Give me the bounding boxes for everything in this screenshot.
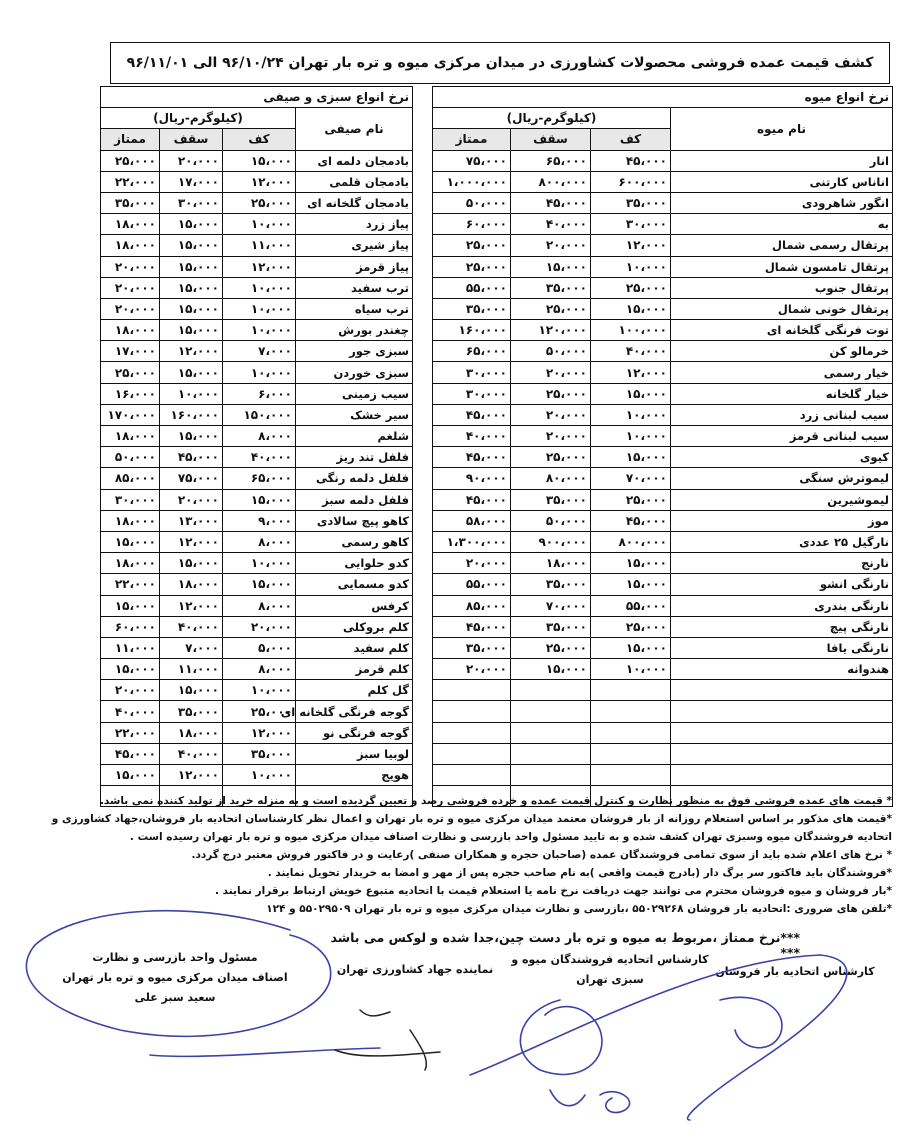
fruit-floor-cell: ۳۵،۰۰۰ [591, 192, 671, 213]
fruit-name-cell: اناناس کارتنی [671, 171, 893, 192]
veg-floor-cell: ۶،۰۰۰ [223, 383, 296, 404]
veg-floor-cell: ۶۵،۰۰۰ [223, 468, 296, 489]
signature-scrawl [720, 997, 782, 1047]
veg-floor-cell: ۸،۰۰۰ [223, 531, 296, 552]
veg-floor-cell: ۲۵،۰۰۰ [223, 192, 296, 213]
veg-ceiling-cell: ۳۰،۰۰۰ [160, 192, 223, 213]
veg-floor-cell: ۱۵،۰۰۰ [223, 574, 296, 595]
veg-name-cell: کلم سفید [296, 637, 413, 658]
fruit-premium-cell: ۳۵،۰۰۰ [433, 298, 511, 319]
fruit-floor-cell: ۳۰،۰۰۰ [591, 214, 671, 235]
fruit-ceiling-cell: ۱۸،۰۰۰ [511, 553, 591, 574]
fruit-name-cell: لیموترش سنگی [671, 468, 893, 489]
fruit-ceiling-cell: ۴۰،۰۰۰ [511, 214, 591, 235]
veg-premium-cell: ۸۵،۰۰۰ [101, 468, 160, 489]
veg-name-cell: سبزی خوردن [296, 362, 413, 383]
fruit-name-cell: پرتقال تامسون شمال [671, 256, 893, 277]
veg-name-cell: پیاز شیری [296, 235, 413, 256]
veg-premium-header: ممتاز [101, 129, 160, 150]
veg-floor-header: کف [223, 129, 296, 150]
fruit-ceiling-cell: ۳۵،۰۰۰ [511, 616, 591, 637]
fruit-ceiling-cell: ۳۵،۰۰۰ [511, 489, 591, 510]
veg-name-cell: فلفل دلمه سبز [296, 489, 413, 510]
veg-premium-cell: ۱۶،۰۰۰ [101, 383, 160, 404]
fruit-name-cell: به [671, 214, 893, 235]
veg-premium-cell: ۲۲،۰۰۰ [101, 722, 160, 743]
veg-name-cell: چغندر بورش [296, 320, 413, 341]
veg-ceiling-header: سقف [160, 129, 223, 150]
signature-title: مسئول واحد بازرسی و نظارت [92, 951, 258, 964]
fruit-name-cell: پرتقال خونی شمال [671, 298, 893, 319]
veg-premium-cell: ۲۵،۰۰۰ [101, 362, 160, 383]
veg-ceiling-cell: ۱۵،۰۰۰ [160, 362, 223, 383]
fruit-floor-cell: ۷۰،۰۰۰ [591, 468, 671, 489]
signature-name: سعید سبز علی [134, 991, 216, 1004]
fruit-premium-cell: ۲۵،۰۰۰ [433, 256, 511, 277]
veg-floor-cell: ۱۰،۰۰۰ [223, 320, 296, 341]
note-line: *قیمت های مذکور بر اساس استعلام روزانه از بار فروشان معتمد میدان مرکزی میوه و تره بار تهران و اعمال نظر کارشناسان اتحادیه بار فروشان،جهاد کشاورزی و [51, 813, 892, 825]
fruit-name-cell: نارنگی بندری [671, 595, 893, 616]
fruit-unit: (کیلوگرم-ریال) [433, 108, 671, 129]
note-line: *تلفن های ضروری :اتحادیه بار فروشان ۵۵۰۲۹۲۶۸ ،بازرسی و نظارت میدان مرکزی میوه و تره بار تهران ۵۵۰۲۹۵۰۹ و ۱۲۴ [266, 903, 892, 915]
veg-ceiling-cell: ۱۲،۰۰۰ [160, 595, 223, 616]
fruit-ceiling-cell: ۷۰،۰۰۰ [511, 595, 591, 616]
fruit-name-cell: سیب لبنانی زرد [671, 404, 893, 425]
signature-title: اصناف میدان مرکزی میوه و تره بار تهران [62, 971, 288, 984]
veg-section-heading: نرخ انواع سبزی و صیفی [101, 87, 413, 108]
veg-name-cell: پیاز زرد [296, 214, 413, 235]
veg-premium-cell: ۱۸،۰۰۰ [101, 553, 160, 574]
fruit-ceiling-cell: ۸۰،۰۰۰ [511, 468, 591, 489]
veg-premium-cell: ۱۷،۰۰۰ [101, 341, 160, 362]
veg-floor-cell: ۱۰،۰۰۰ [223, 214, 296, 235]
veg-ceiling-cell: ۱۷،۰۰۰ [160, 171, 223, 192]
veg-floor-cell: ۷،۰۰۰ [223, 341, 296, 362]
veg-ceiling-cell: ۱۶۰،۰۰۰ [160, 404, 223, 425]
fruit-premium-cell: ۳۵،۰۰۰ [433, 637, 511, 658]
note-line: *فروشندگان باید فاکتور سر برگ دار (بادرج قیمت واقعی )به نام صاحب حجره پس از مهر و امضا به خریدار تحویل نمایند . [267, 867, 892, 879]
veg-ceiling-cell: ۱۵،۰۰۰ [160, 553, 223, 574]
fruit-floor-cell: ۱۰،۰۰۰ [591, 659, 671, 680]
fruit-premium-cell: ۲۰،۰۰۰ [433, 659, 511, 680]
note-line: * نرخ های اعلام شده باید از سوی تمامی فروشندگان عمده (صاحبان حجره و همکاران صنفی )رعایت و در فاکتور فروش معتبر درج گردد. [191, 849, 892, 861]
fruit-premium-cell: ۸۵،۰۰۰ [433, 595, 511, 616]
fruit-floor-cell: ۱۵،۰۰۰ [591, 383, 671, 404]
veg-name-cell: سیر خشک [296, 404, 413, 425]
veg-premium-cell: ۳۵،۰۰۰ [101, 192, 160, 213]
fruit-premium-cell: ۵۵،۰۰۰ [433, 277, 511, 298]
fruit-ceiling-cell: ۹۰۰،۰۰۰ [511, 531, 591, 552]
veg-premium-cell: ۵۰،۰۰۰ [101, 447, 160, 468]
veg-premium-cell: ۲۰،۰۰۰ [101, 256, 160, 277]
signature-title: سبزی تهران [576, 973, 644, 986]
fruit-floor-cell: ۱۵،۰۰۰ [591, 574, 671, 595]
fruit-ceiling-cell: ۲۵،۰۰۰ [511, 637, 591, 658]
veg-ceiling-cell: ۱۵،۰۰۰ [160, 680, 223, 701]
fruit-premium-cell: ۷۵،۰۰۰ [433, 150, 511, 171]
fruit-name-cell: پرتقال رسمی شمال [671, 235, 893, 256]
veg-premium-cell: ۱۸،۰۰۰ [101, 320, 160, 341]
fruit-ceiling-cell: ۲۰،۰۰۰ [511, 362, 591, 383]
veg-name-cell: کلم بروکلی [296, 616, 413, 637]
veg-name-cell: شلغم [296, 426, 413, 447]
veg-name-cell: گوجه فرنگی گلخانه ای [296, 701, 413, 722]
veg-name-cell: سبزی جور [296, 341, 413, 362]
veg-name-cell: فلفل تند ریز [296, 447, 413, 468]
veg-ceiling-cell: ۱۵،۰۰۰ [160, 214, 223, 235]
fruit-floor-cell: ۲۵،۰۰۰ [591, 616, 671, 637]
fruit-ceiling-cell: ۱۲۰،۰۰۰ [511, 320, 591, 341]
veg-ceiling-cell: ۱۵،۰۰۰ [160, 320, 223, 341]
fruit-name-cell: خرمالو کن [671, 341, 893, 362]
fruit-floor-cell: ۲۵،۰۰۰ [591, 277, 671, 298]
fruit-premium-cell: ۵۵،۰۰۰ [433, 574, 511, 595]
veg-name-cell: پیاز قرمز [296, 256, 413, 277]
veg-ceiling-cell: ۴۰،۰۰۰ [160, 743, 223, 764]
fruit-ceiling-cell: ۳۵،۰۰۰ [511, 574, 591, 595]
fruit-ceiling-cell: ۶۵،۰۰۰ [511, 150, 591, 171]
fruit-name-cell: نارنگی یافا [671, 637, 893, 658]
veg-name-cell: کاهو پیچ سالادی [296, 510, 413, 531]
veg-name-header: نام صیفی [296, 108, 413, 150]
veg-ceiling-cell: ۷،۰۰۰ [160, 637, 223, 658]
veg-premium-cell: ۱۸،۰۰۰ [101, 214, 160, 235]
fruit-name-cell: سیب لبنانی قرمز [671, 426, 893, 447]
veg-floor-cell: ۱۱،۰۰۰ [223, 235, 296, 256]
signature-scrawl [150, 1048, 380, 1056]
fruit-floor-cell: ۸۰۰،۰۰۰ [591, 531, 671, 552]
fruit-premium-cell: ۲۰،۰۰۰ [433, 553, 511, 574]
veg-ceiling-cell: ۴۵،۰۰۰ [160, 447, 223, 468]
veg-name-cell: بادمجان قلمی [296, 171, 413, 192]
veg-floor-cell: ۸،۰۰۰ [223, 426, 296, 447]
fruit-ceiling-cell: ۲۰،۰۰۰ [511, 235, 591, 256]
veg-ceiling-cell: ۱۲،۰۰۰ [160, 765, 223, 786]
veg-floor-cell: ۲۵،۰۰۰ [223, 701, 296, 722]
fruit-ceiling-header: سقف [511, 129, 591, 150]
veg-ceiling-cell: ۳۵،۰۰۰ [160, 701, 223, 722]
veg-name-cell: لوبیا سبز [296, 743, 413, 764]
fruit-ceiling-cell: ۵۰،۰۰۰ [511, 341, 591, 362]
note-line: * قیمت های عمده فروشی فوق به منظور نظارت و کنترل قیمت عمده و خرده فروشی رصد و تعیین گردیده است و به منزله خرید از تولید کننده نمی باشد. [99, 795, 892, 807]
signature-title: کارشناس اتحادیه فروشندگان میوه و [511, 953, 709, 966]
veg-floor-cell: ۱۰،۰۰۰ [223, 680, 296, 701]
veg-name-cell: هویج [296, 765, 413, 786]
fruit-premium-cell: ۳۰،۰۰۰ [433, 383, 511, 404]
veg-floor-cell: ۴۰،۰۰۰ [223, 447, 296, 468]
fruit-ceiling-cell: ۲۵،۰۰۰ [511, 447, 591, 468]
veg-premium-cell: ۲۲،۰۰۰ [101, 574, 160, 595]
signature-title: نماینده جهاد کشاورزی تهران [336, 963, 494, 976]
veg-name-cell: کلم قرمز [296, 659, 413, 680]
note-line: اتحادیه فروشندگان میوه وسبزی تهران کشف شده و به تایید مسئول واحد بازرسی و نظارت اصناف میدان مرکزی میوه و تره بار تهران رسیده است . [129, 831, 892, 843]
veg-premium-cell: ۳۰،۰۰۰ [101, 489, 160, 510]
fruit-name-cell: انار [671, 150, 893, 171]
veg-floor-cell: ۹،۰۰۰ [223, 510, 296, 531]
veg-premium-cell: ۱۱،۰۰۰ [101, 637, 160, 658]
fruit-name-cell: توت فرنگی گلخانه ای [671, 320, 893, 341]
fruit-floor-cell: ۱۰،۰۰۰ [591, 256, 671, 277]
veg-floor-cell: ۱۲،۰۰۰ [223, 256, 296, 277]
fruit-ceiling-cell: ۸۰۰،۰۰۰ [511, 171, 591, 192]
fruit-premium-cell: ۴۵،۰۰۰ [433, 616, 511, 637]
veg-floor-cell: ۱۵،۰۰۰ [223, 150, 296, 171]
veg-ceiling-cell: ۱۲،۰۰۰ [160, 531, 223, 552]
fruit-name-cell: موز [671, 510, 893, 531]
veg-ceiling-cell: ۱۰،۰۰۰ [160, 383, 223, 404]
veg-floor-cell: ۱۵۰،۰۰۰ [223, 404, 296, 425]
fruit-floor-cell: ۴۵،۰۰۰ [591, 150, 671, 171]
veg-premium-cell: ۱۸،۰۰۰ [101, 426, 160, 447]
veg-name-cell: بادمجان گلخانه ای [296, 192, 413, 213]
veg-premium-cell: ۱۸،۰۰۰ [101, 235, 160, 256]
fruit-name-cell: نارنج [671, 553, 893, 574]
veg-floor-cell: ۸،۰۰۰ [223, 595, 296, 616]
veg-premium-cell: ۶۰،۰۰۰ [101, 616, 160, 637]
veg-floor-cell: ۲۰،۰۰۰ [223, 616, 296, 637]
fruit-name-cell: کیوی [671, 447, 893, 468]
veg-ceiling-cell: ۲۰،۰۰۰ [160, 489, 223, 510]
veg-name-cell: کرفس [296, 595, 413, 616]
veg-premium-cell: ۱۵،۰۰۰ [101, 659, 160, 680]
veg-premium-cell: ۴۰،۰۰۰ [101, 701, 160, 722]
fruit-floor-header: کف [591, 129, 671, 150]
fruit-name-cell: انگور شاهرودی [671, 192, 893, 213]
fruit-name-cell: خیار رسمی [671, 362, 893, 383]
signature-title: کارشناس اتحادیه بار فروشان [715, 965, 875, 978]
fruit-premium-cell: ۵۰،۰۰۰ [433, 192, 511, 213]
fruit-name-cell: خیار گلخانه [671, 383, 893, 404]
title-text: کشف قیمت عمده فروشی محصولات کشاورزی در میدان مرکزی میوه و تره بار تهران ۹۶/۱۰/۲۴ الی ۹۶/۱۱/۰۱ [126, 55, 874, 71]
signature-scrawl [335, 1010, 440, 1070]
fruit-floor-cell: ۲۵،۰۰۰ [591, 489, 671, 510]
fruit-premium-header: ممتاز [433, 129, 511, 150]
fruit-floor-cell: ۱۰،۰۰۰ [591, 426, 671, 447]
veg-floor-cell: ۱۰،۰۰۰ [223, 362, 296, 383]
fruit-section-heading: نرخ انواع میوه [433, 87, 893, 108]
fruit-premium-cell: ۹۰،۰۰۰ [433, 468, 511, 489]
fruit-premium-cell: ۵۸،۰۰۰ [433, 510, 511, 531]
fruit-premium-cell: ۲۵،۰۰۰ [433, 235, 511, 256]
fruit-floor-cell: ۱۵،۰۰۰ [591, 637, 671, 658]
fruit-floor-cell: ۱۰۰،۰۰۰ [591, 320, 671, 341]
veg-premium-cell: ۱۵،۰۰۰ [101, 765, 160, 786]
veg-premium-cell: ۲۲،۰۰۰ [101, 171, 160, 192]
veg-ceiling-cell: ۱۵،۰۰۰ [160, 298, 223, 319]
veg-name-cell: گل کلم [296, 680, 413, 701]
fruit-floor-cell: ۱۵،۰۰۰ [591, 553, 671, 574]
veg-name-cell: بادمجان دلمه ای [296, 150, 413, 171]
veg-ceiling-cell: ۱۸،۰۰۰ [160, 574, 223, 595]
veg-ceiling-cell: ۱۵،۰۰۰ [160, 256, 223, 277]
fruit-ceiling-cell: ۲۰،۰۰۰ [511, 426, 591, 447]
signature-scrawl [470, 955, 847, 1120]
fruit-ceiling-cell: ۲۵،۰۰۰ [511, 383, 591, 404]
signature-scrawl [520, 1000, 602, 1074]
veg-ceiling-cell: ۱۲،۰۰۰ [160, 341, 223, 362]
fruit-name-cell: پرتقال جنوب [671, 277, 893, 298]
fruit-premium-cell: ۴۰،۰۰۰ [433, 426, 511, 447]
veg-ceiling-cell: ۷۵،۰۰۰ [160, 468, 223, 489]
fruit-floor-cell: ۱۵،۰۰۰ [591, 447, 671, 468]
fruit-floor-cell: ۴۰،۰۰۰ [591, 341, 671, 362]
fruit-ceiling-cell: ۱۵،۰۰۰ [511, 256, 591, 277]
veg-ceiling-cell: ۱۵،۰۰۰ [160, 235, 223, 256]
fruit-name-cell: هندوانه [671, 659, 893, 680]
note-line: *بار فروشان و میوه فروشان محترم می توانند جهت دریافت نرخ نامه یا استعلام قیمت با اتحادیه متبوع خویش ارتباط برقرار نمایند . [215, 885, 892, 897]
fruit-premium-cell: ۴۵،۰۰۰ [433, 447, 511, 468]
veg-floor-cell: ۱۲،۰۰۰ [223, 171, 296, 192]
veg-premium-cell: ۱۵،۰۰۰ [101, 531, 160, 552]
veg-name-cell: فلفل دلمه رنگی [296, 468, 413, 489]
veg-premium-cell: ۲۰،۰۰۰ [101, 680, 160, 701]
fruit-premium-cell: ۳۰،۰۰۰ [433, 362, 511, 383]
veg-floor-cell: ۵،۰۰۰ [223, 637, 296, 658]
fruit-premium-cell: ۱،۰۰۰،۰۰۰ [433, 171, 511, 192]
veg-name-cell: ترب سفید [296, 277, 413, 298]
fruit-premium-cell: ۶۰،۰۰۰ [433, 214, 511, 235]
veg-floor-cell: ۱۰،۰۰۰ [223, 553, 296, 574]
fruit-ceiling-cell: ۲۵،۰۰۰ [511, 298, 591, 319]
fruit-name-cell: لیموشیرین [671, 489, 893, 510]
veg-floor-cell: ۱۵،۰۰۰ [223, 489, 296, 510]
veg-name-cell: کدو مسمایی [296, 574, 413, 595]
fruit-name-cell: نارگیل ۲۵ عددی [671, 531, 893, 552]
veg-ceiling-cell: ۴۰،۰۰۰ [160, 616, 223, 637]
fruit-name-header: نام میوه [671, 108, 893, 150]
veg-ceiling-cell: ۱۳،۰۰۰ [160, 510, 223, 531]
veg-premium-cell: ۱۸،۰۰۰ [101, 510, 160, 531]
fruit-ceiling-cell: ۳۵،۰۰۰ [511, 277, 591, 298]
fruit-ceiling-cell: ۱۵،۰۰۰ [511, 659, 591, 680]
fruit-name-cell: نارنگی انشو [671, 574, 893, 595]
premium-note: ***نرخ ممتاز ،مربوط به میوه و تره بار دست چین،جدا شده و لوکس می باشد *** [330, 930, 800, 960]
veg-floor-cell: ۱۰،۰۰۰ [223, 298, 296, 319]
fruit-floor-cell: ۶۰۰،۰۰۰ [591, 171, 671, 192]
veg-name-cell: سیب زمینی [296, 383, 413, 404]
veg-premium-cell: ۲۵،۰۰۰ [101, 150, 160, 171]
veg-premium-cell: ۱۷۰،۰۰۰ [101, 404, 160, 425]
veg-unit: (کیلوگرم-ریال) [101, 108, 296, 129]
veg-name-cell: کدو حلوایی [296, 553, 413, 574]
veg-ceiling-cell: ۱۱،۰۰۰ [160, 659, 223, 680]
fruit-floor-cell: ۱۲،۰۰۰ [591, 362, 671, 383]
signature-scrawl [600, 1092, 630, 1113]
veg-floor-cell: ۱۲،۰۰۰ [223, 722, 296, 743]
fruit-floor-cell: ۴۵،۰۰۰ [591, 510, 671, 531]
veg-premium-cell: ۴۵،۰۰۰ [101, 743, 160, 764]
veg-name-cell: کاهو رسمی [296, 531, 413, 552]
signature-scrawl [26, 911, 330, 1037]
fruit-premium-cell: ۴۵،۰۰۰ [433, 404, 511, 425]
veg-floor-cell: ۸،۰۰۰ [223, 659, 296, 680]
veg-ceiling-cell: ۲۰،۰۰۰ [160, 150, 223, 171]
fruit-ceiling-cell: ۲۰،۰۰۰ [511, 404, 591, 425]
fruit-floor-cell: ۵۵،۰۰۰ [591, 595, 671, 616]
fruit-premium-cell: ۱،۳۰۰،۰۰۰ [433, 531, 511, 552]
fruit-ceiling-cell: ۵۰،۰۰۰ [511, 510, 591, 531]
fruit-premium-cell: ۶۵،۰۰۰ [433, 341, 511, 362]
fruit-ceiling-cell: ۴۵،۰۰۰ [511, 192, 591, 213]
veg-floor-cell: ۱۰،۰۰۰ [223, 277, 296, 298]
veg-floor-cell: ۱۰،۰۰۰ [223, 765, 296, 786]
fruit-premium-cell: ۱۶۰،۰۰۰ [433, 320, 511, 341]
veg-premium-cell: ۲۰،۰۰۰ [101, 277, 160, 298]
signature-scrawl [550, 1090, 585, 1106]
veg-ceiling-cell: ۱۵،۰۰۰ [160, 277, 223, 298]
veg-name-cell: گوجه فرنگی نو [296, 722, 413, 743]
veg-ceiling-cell: ۱۵،۰۰۰ [160, 426, 223, 447]
veg-ceiling-cell: ۱۸،۰۰۰ [160, 722, 223, 743]
fruit-floor-cell: ۱۵،۰۰۰ [591, 298, 671, 319]
veg-floor-cell: ۳۵،۰۰۰ [223, 743, 296, 764]
veg-premium-cell: ۲۰،۰۰۰ [101, 298, 160, 319]
fruit-premium-cell: ۴۵،۰۰۰ [433, 489, 511, 510]
veg-premium-cell: ۱۵،۰۰۰ [101, 595, 160, 616]
fruit-floor-cell: ۱۲،۰۰۰ [591, 235, 671, 256]
veg-name-cell: ترب سیاه [296, 298, 413, 319]
fruit-floor-cell: ۱۰،۰۰۰ [591, 404, 671, 425]
fruit-name-cell: نارنگی پیچ [671, 616, 893, 637]
